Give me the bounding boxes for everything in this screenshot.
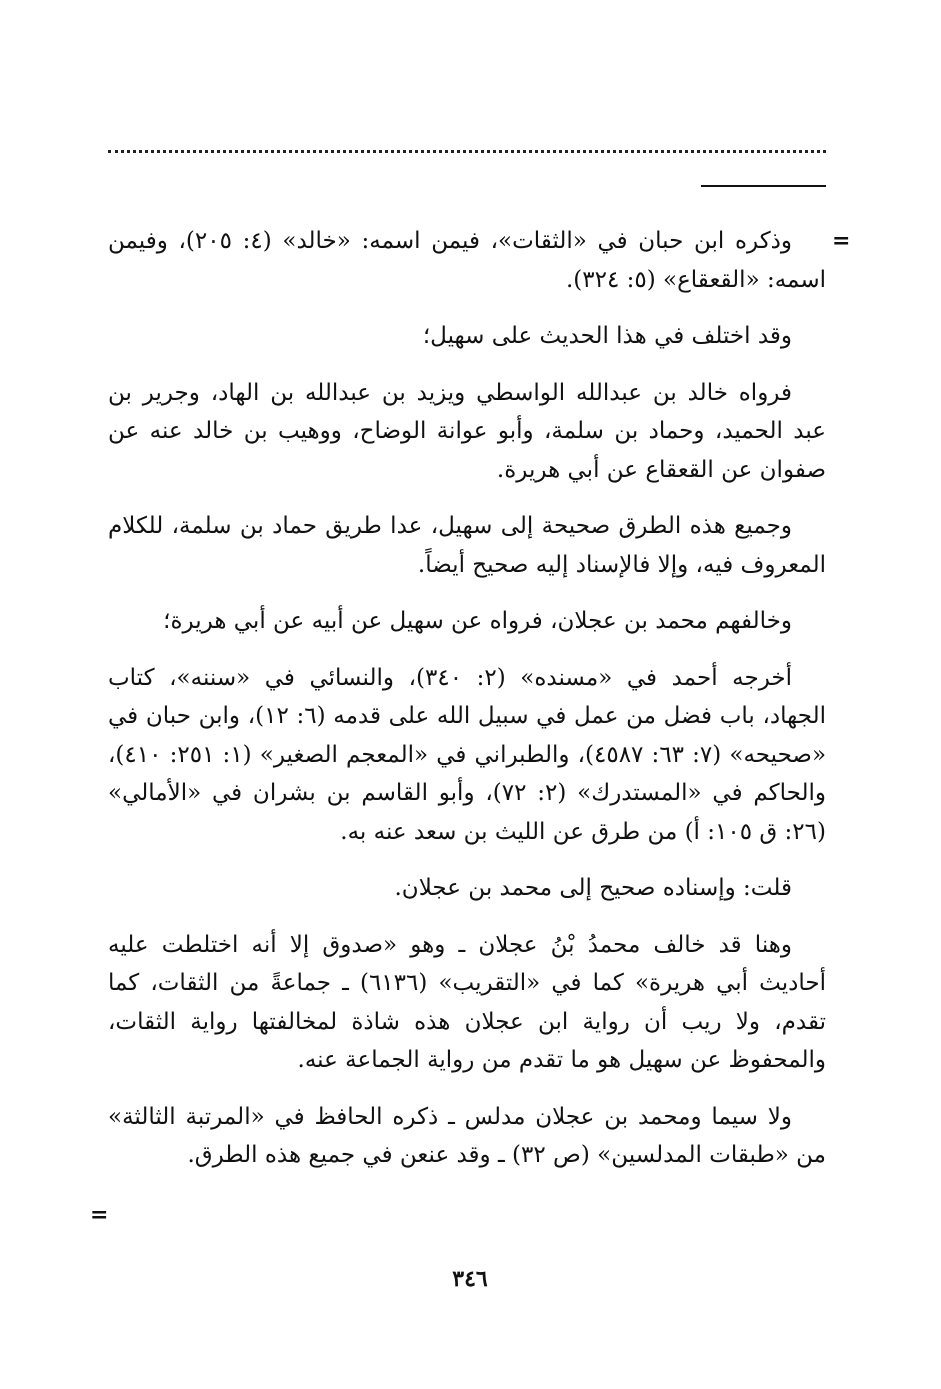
paragraph: وذكره ابن حبان في «الثقات»، فيمن اسمه: «خالد» (٤: ٢٠٥)، وفيمن اسمه: «القعقاع» (٥: ٣٢٤). (108, 228, 826, 293)
paragraph: وهنا قد خالف محمدُ بْنُ عجلان ـ وهو «صدوق إلا أنه اختلطت عليه أحاديث أبي هريرة» كما في «التقريب» (٦١٣٦) ـ جماعةً من الثقات، كما تقدم، ولا ريب أن رواية ابن عجلان هذه شاذة لمخالفتها رواية الثقات، والمحفوظ عن سهيل هو ما تقدم من رواية الجماعة عنه. (108, 931, 827, 1073)
paragraph: أخرجه أحمد في «مسنده» (٢: ٣٤٠)، والنسائي في «سننه»، كتاب الجهاد، باب فضل من عمل في سبيل الله على قدمه (٦: ١٢)، وابن حبان في «صحيحه» (٧: ٦٣: ٤٥٨٧)، والطبراني في «المعجم الصغير» (١: ٢٥١: ٤١٠)، والحاكم في «المستدرك» (٢: ٧٢)، وأبو القاسم بن بشران في «الأمالي» (٢٦: ق ١٠٥: أ) من طرق عن الليث بن سعد عنه به. (108, 664, 827, 845)
paragraph: وخالفهم محمد بن عجلان، فرواه عن سهيل عن أبيه عن أبي هريرة؛ (163, 608, 792, 634)
paragraph: وقد اختلف في هذا الحديث على سهيل؛ (422, 323, 792, 349)
footnote-dotted-separator (108, 150, 826, 156)
paragraph: ولا سيما ومحمد بن عجلان مدلس ـ ذكره الحافظ في «المرتبة الثالثة» من «طبقات المدلسين» (ص ٣٢) ـ وقد عنعن في جميع هذه الطرق. (108, 1103, 826, 1168)
footnote-text (108, 222, 826, 1193)
paragraph: فرواه خالد بن عبدالله الواسطي ويزيد بن عبدالله بن الهاد، وجرير بن عبد الحميد، وحماد بن سلمة، وأبو عوانة الوضاح، ووهيب بن خالد عنه عن صفوان عن القعقاع عن أبي هريرة. (108, 379, 826, 483)
paragraph: قلت: وإسناده صحيح إلى محمد بن عجلان. (394, 875, 792, 901)
footnote-rule (701, 185, 826, 187)
paragraph: وجميع هذه الطرق صحيحة إلى سهيل، عدا طريق حماد بن سلمة، للكلام المعروف فيه، وإلا فالإسناد إليه صحيح أيضاً. (108, 513, 826, 578)
page-number: ٣٤٦ (452, 1266, 488, 1292)
continuation-mark-bottom: = (90, 1202, 109, 1228)
continuation-mark-top: = (832, 228, 851, 254)
